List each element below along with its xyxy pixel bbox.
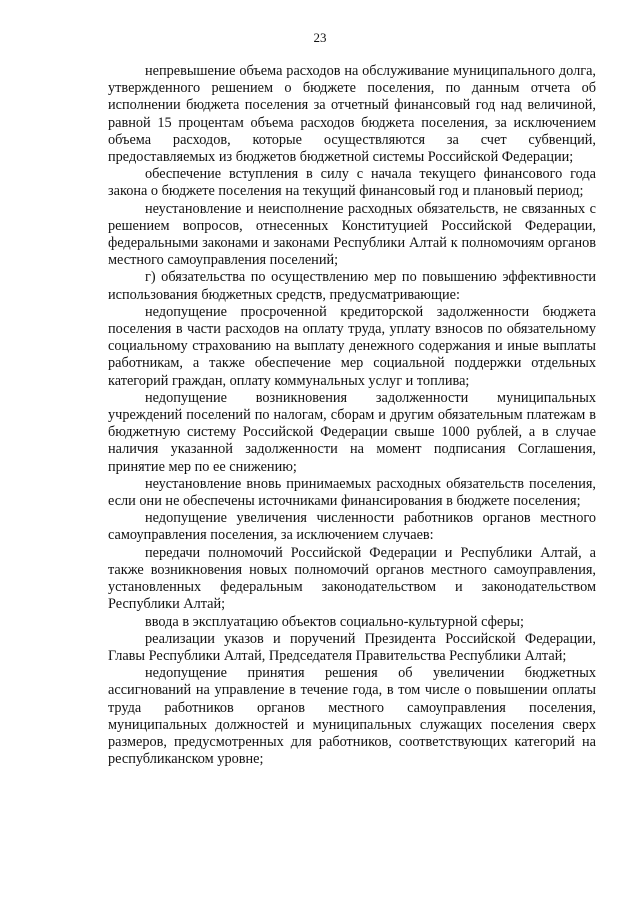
- paragraph-no-staff-increase: недопущение увеличения численности работников органов местного самоуправления поселения, за исключением случаев:: [108, 510, 596, 544]
- paragraph-no-management-budget-increase: недопущение принятия решения об увеличении бюджетных ассигнований на управление в течение года, в том числе о повышении оплаты труда работников органов местного самоуправления поселения, муниципальных должностей и муниципальных служащих поселения сверх размеров, предусмотренных для работников, соответствующих категорий на республиканском уровне;: [108, 665, 596, 768]
- paragraph-efficiency-obligations: г) обязательства по осуществлению мер по повышению эффективности использования бюджетных средств, предусматривающие:: [108, 269, 596, 303]
- paragraph-no-tax-arrears: недопущение возникновения задолженности муниципальных учреждений поселений по налогам, сборам и другим обязательным платежам в бюджетную систему Российской Федерации свыше 1000 рублей, а в случае наличия указанной задолженности на момент подписания Соглашения, принятие мер по ее снижению;: [108, 389, 596, 475]
- paragraph-exception-new-facilities: ввода в эксплуатацию объектов социально-культурной сферы;: [145, 613, 524, 630]
- paragraph-no-unrelated-obligations: неустановление и неисполнение расходных обязательств, не связанных с решением вопросов, отнесенных Конституцией Российской Федерации, федеральными законами и законами Республики Алтай к полномочиям органов местного самоуправления поселений;: [108, 200, 596, 269]
- paragraph-exception-decrees: реализации указов и поручений Президента Российской Федерации, Главы Республики Алтай, Председателя Правительства Республики Алтай;: [108, 630, 596, 664]
- paragraph-budget-law-in-force: обеспечение вступления в силу с начала текущего финансового года закона о бюджете поселения на текущий финансовый год и плановый период;: [108, 166, 596, 200]
- paragraph-exception-transfer-of-powers: передачи полномочий Российской Федерации и Республики Алтай, а также возникновения новых полномочий органов местного самоуправления, установленных федеральным законодательством и законодательством Республики Алтай;: [108, 544, 596, 613]
- paragraph-debt-service-limit: непревышение объема расходов на обслуживание муниципального долга, утвержденного решением о бюджете поселения, по данным отчета об исполнении бюджета поселения за отчетный финансовый год над величиной, равной 15 процентам объема расходов бюджета поселения, за исключением объема расходов, которые осуществляются за счет субвенций, предоставляемых из бюджетов бюджетной системы Российской Федерации;: [108, 63, 596, 166]
- page-number: 23: [313, 30, 327, 45]
- paragraph-no-unfunded-obligations: неустановление вновь принимаемых расходных обязательств поселения, если они не обеспечены источниками финансирования в бюджете поселения;: [108, 475, 596, 510]
- document-body: [108, 63, 596, 768]
- paragraph-no-overdue-payables: недопущение просроченной кредиторской задолженности бюджета поселения в части расходов на оплату труда, уплату взносов по обязательному социальному страхованию на выплату денежного содержания и иные выплаты работникам, а также обеспечение мер социальной поддержки отдельных категорий граждан, оплату коммунальных услуг и топлива;: [108, 303, 596, 389]
